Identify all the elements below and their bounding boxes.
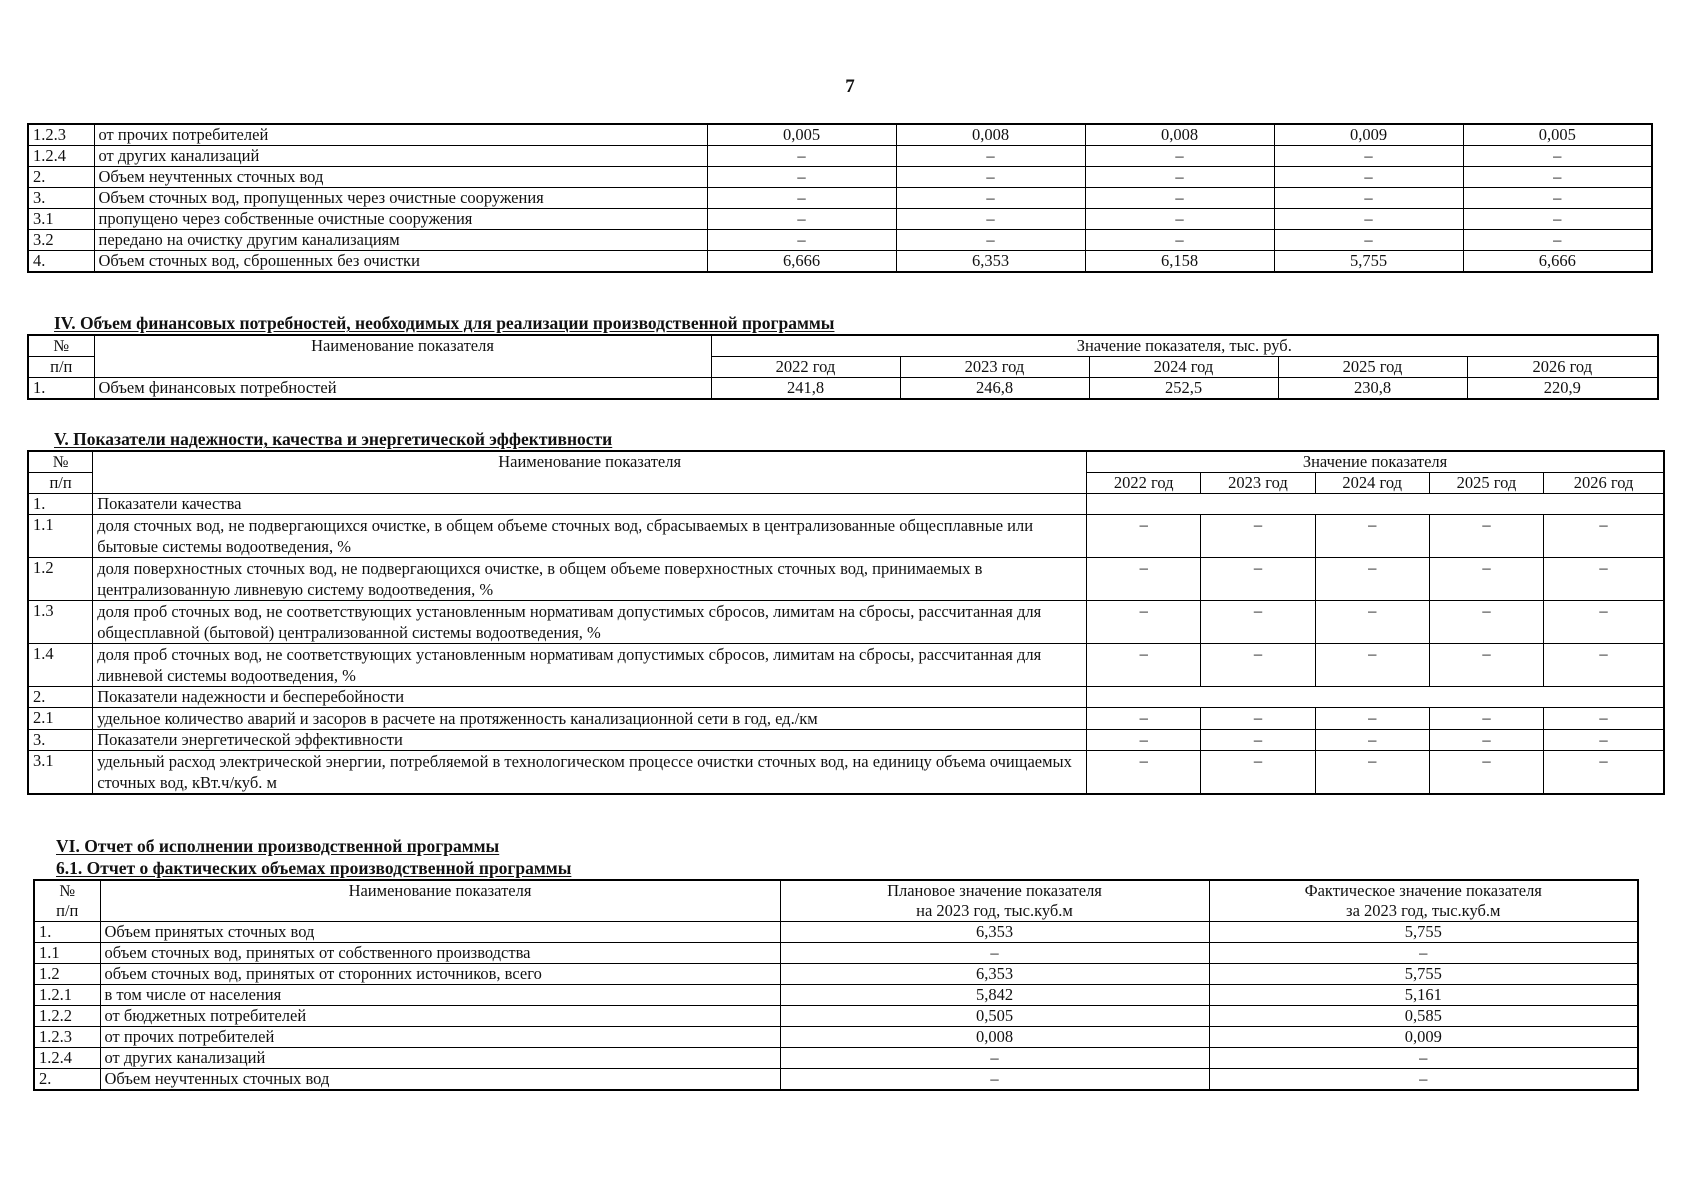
- value-cell: 6,666: [707, 251, 896, 273]
- plan-value: 0,008: [780, 1027, 1209, 1048]
- section-6-title: VI. Отчет об исполнении производственной программы: [56, 836, 500, 856]
- value-cell: –: [707, 230, 896, 251]
- value-cell: –: [707, 146, 896, 167]
- value-cell: –: [1315, 708, 1429, 730]
- year-header: 2025 год: [1278, 357, 1467, 378]
- value-cell: –: [1201, 730, 1315, 751]
- row-label: удельный расход электрической энергии, потребляемой в технологическом процессе очистки сточных вод, на единицу объема очищаемых сточных вод, кВт.ч/куб. м: [93, 751, 1087, 795]
- table-row: [28, 730, 1664, 751]
- fact-value: 5,755: [1209, 922, 1638, 943]
- value-cell: 0,009: [1274, 124, 1463, 146]
- row-number: 3.2: [28, 230, 94, 251]
- value-cell: –: [896, 230, 1085, 251]
- value-cell: 6,353: [896, 251, 1085, 273]
- plan-value: 6,353: [780, 922, 1209, 943]
- value-cell: –: [1429, 601, 1543, 644]
- value-cell: –: [1315, 730, 1429, 751]
- table-row: [34, 1027, 1638, 1048]
- row-number: 2.: [28, 167, 94, 188]
- empty-value-cell: [1087, 494, 1664, 515]
- value-cell: 6,666: [1463, 251, 1652, 273]
- table-row: [28, 558, 1664, 601]
- header-name: Наименование показателя: [100, 880, 780, 922]
- table-row: [34, 1069, 1638, 1091]
- value-cell: –: [707, 188, 896, 209]
- row-number: 1.: [34, 922, 100, 943]
- plan-value: 5,842: [780, 985, 1209, 1006]
- header-num: №: [28, 335, 94, 357]
- value-cell: 0,005: [707, 124, 896, 146]
- value-cell: 5,755: [1274, 251, 1463, 273]
- value-cell: –: [896, 209, 1085, 230]
- header-value: Значение показателя: [1087, 451, 1664, 473]
- value-cell: 0,005: [1463, 124, 1652, 146]
- row-label: передано на очистку другим канализациям: [94, 230, 707, 251]
- year-header: 2023 год: [900, 357, 1089, 378]
- header-num-2: п/п: [28, 473, 93, 494]
- row-number: 1.2.4: [28, 146, 94, 167]
- value-cell: –: [1544, 751, 1664, 795]
- row-number: 1.3: [28, 601, 93, 644]
- table-row: [34, 985, 1638, 1006]
- row-number: 1.: [28, 494, 93, 515]
- row-label: Показатели качества: [93, 494, 1087, 515]
- row-number: 3.1: [28, 751, 93, 795]
- row-number: 1.2.1: [34, 985, 100, 1006]
- section-6-1-subtitle: 6.1. Отчет о фактических объемах производственной программы: [56, 858, 572, 878]
- row-label: Объем сточных вод, сброшенных без очистки: [94, 251, 707, 273]
- row-label: от прочих потребителей: [100, 1027, 780, 1048]
- value-cell: –: [1087, 558, 1201, 601]
- table-row: [28, 687, 1664, 708]
- row-label: пропущено через собственные очистные сооружения: [94, 209, 707, 230]
- row-label: от других канализаций: [100, 1048, 780, 1069]
- row-number: 2.: [28, 687, 93, 708]
- fact-value: 5,755: [1209, 964, 1638, 985]
- section-4-title: IV. Объем финансовых потребностей, необходимых для реализации производственной программы: [54, 313, 835, 333]
- value-cell: –: [1201, 601, 1315, 644]
- value-cell: –: [1274, 146, 1463, 167]
- value-cell: –: [1087, 708, 1201, 730]
- value-cell: –: [1087, 751, 1201, 795]
- value-cell: –: [1429, 515, 1543, 558]
- row-label: доля проб сточных вод, не соответствующих установленным нормативам допустимых сбросов, лимитам на сбросы, рассчитанная для общесплавной (бытовой) централизованной системы водоотведения, %: [93, 601, 1087, 644]
- plan-value: 0,505: [780, 1006, 1209, 1027]
- row-number: 1.2.3: [34, 1027, 100, 1048]
- row-number: 1.1: [34, 943, 100, 964]
- row-number: 4.: [28, 251, 94, 273]
- row-label: от бюджетных потребителей: [100, 1006, 780, 1027]
- plan-value: –: [780, 1048, 1209, 1069]
- table-row: [28, 601, 1664, 644]
- value-cell: –: [1463, 209, 1652, 230]
- row-label: Объем неучтенных сточных вод: [94, 167, 707, 188]
- value-cell: –: [1201, 558, 1315, 601]
- table-row: [34, 922, 1638, 943]
- header-name: Наименование показателя: [93, 451, 1087, 494]
- value-cell: –: [896, 146, 1085, 167]
- table-row: [28, 378, 1658, 400]
- value-cell: 230,8: [1278, 378, 1467, 400]
- value-cell: –: [1087, 730, 1201, 751]
- year-header: 2022 год: [711, 357, 900, 378]
- value-cell: –: [1315, 558, 1429, 601]
- value-cell: –: [707, 209, 896, 230]
- table-row: [28, 515, 1664, 558]
- value-cell: –: [1087, 644, 1201, 687]
- value-cell: –: [1315, 515, 1429, 558]
- year-header: 2024 год: [1089, 357, 1278, 378]
- year-header: 2026 год: [1467, 357, 1658, 378]
- row-number: 1.2.4: [34, 1048, 100, 1069]
- value-cell: –: [1201, 515, 1315, 558]
- value-cell: –: [1085, 146, 1274, 167]
- table-actual-volumes: [33, 879, 1639, 1091]
- table-row: [34, 964, 1638, 985]
- year-header: 2025 год: [1429, 473, 1543, 494]
- fact-value: –: [1209, 943, 1638, 964]
- value-cell: 252,5: [1089, 378, 1278, 400]
- value-cell: –: [1429, 730, 1543, 751]
- fact-value: 5,161: [1209, 985, 1638, 1006]
- row-label: от других канализаций: [94, 146, 707, 167]
- row-label: Показатели надежности и бесперебойности: [93, 687, 1087, 708]
- year-header: 2022 год: [1087, 473, 1201, 494]
- value-cell: –: [1274, 230, 1463, 251]
- row-label: Показатели энергетической эффективности: [93, 730, 1087, 751]
- value-cell: –: [1315, 644, 1429, 687]
- table-row: [34, 1006, 1638, 1027]
- fact-value: 0,009: [1209, 1027, 1638, 1048]
- value-cell: –: [1544, 644, 1664, 687]
- value-cell: –: [1201, 708, 1315, 730]
- value-cell: 0,008: [896, 124, 1085, 146]
- value-cell: –: [1274, 167, 1463, 188]
- value-cell: –: [1085, 188, 1274, 209]
- table-row: [34, 943, 1638, 964]
- value-cell: –: [1085, 230, 1274, 251]
- fact-value: 0,585: [1209, 1006, 1638, 1027]
- table-row: [28, 167, 1652, 188]
- value-cell: –: [896, 188, 1085, 209]
- value-cell: 0,008: [1085, 124, 1274, 146]
- header-num-2: п/п: [28, 357, 94, 378]
- row-number: 3.: [28, 730, 93, 751]
- value-cell: –: [1429, 558, 1543, 601]
- plan-value: –: [780, 943, 1209, 964]
- row-label: Объем финансовых потребностей: [94, 378, 711, 400]
- table-row: [28, 146, 1652, 167]
- value-cell: –: [1429, 644, 1543, 687]
- table-row: [28, 708, 1664, 730]
- row-label: удельное количество аварий и засоров в расчете на протяженность канализационной сети в год, ед./км: [93, 708, 1087, 730]
- table-financial-needs: [27, 334, 1659, 400]
- value-cell: 6,158: [1085, 251, 1274, 273]
- row-label: Объем принятых сточных вод: [100, 922, 780, 943]
- value-cell: 246,8: [900, 378, 1089, 400]
- year-header: 2024 год: [1315, 473, 1429, 494]
- year-header: 2023 год: [1201, 473, 1315, 494]
- table-volumes-continued: [27, 123, 1653, 273]
- plan-value: 6,353: [780, 964, 1209, 985]
- value-cell: –: [1201, 751, 1315, 795]
- value-cell: –: [1463, 188, 1652, 209]
- year-header: 2026 год: [1544, 473, 1664, 494]
- row-number: 1.2.3: [28, 124, 94, 146]
- empty-value-cell: [1087, 687, 1664, 708]
- value-cell: –: [1315, 601, 1429, 644]
- row-number: 1.: [28, 378, 94, 400]
- row-label: объем сточных вод, принятых от собственного производства: [100, 943, 780, 964]
- row-label: Объем сточных вод, пропущенных через очистные сооружения: [94, 188, 707, 209]
- header-name: Наименование показателя: [94, 335, 711, 378]
- header-num-2: п/п: [34, 901, 100, 922]
- value-cell: –: [1087, 515, 1201, 558]
- table-row: [28, 124, 1652, 146]
- row-label: доля поверхностных сточных вод, не подвергающихся очистке, в общем объеме поверхностных сточных вод, принимаемых в централизованную ливневую систему водоотведения, %: [93, 558, 1087, 601]
- value-cell: –: [1429, 708, 1543, 730]
- header-fact-2: за 2023 год, тыс.куб.м: [1209, 901, 1638, 922]
- value-cell: –: [707, 167, 896, 188]
- row-number: 1.2.2: [34, 1006, 100, 1027]
- row-label: доля сточных вод, не подвергающихся очистке, в общем объеме сточных вод, сбрасываемых в централизованные общесплавные или бытовые системы водоотведения, %: [93, 515, 1087, 558]
- row-number: 3.1: [28, 209, 94, 230]
- value-cell: –: [1463, 230, 1652, 251]
- row-label: Объем неучтенных сточных вод: [100, 1069, 780, 1091]
- table-reliability-indicators: [27, 450, 1665, 795]
- row-label: доля проб сточных вод, не соответствующих установленным нормативам допустимых сбросов, лимитам на сбросы, рассчитанная для ливневой системы водоотведения, %: [93, 644, 1087, 687]
- section-5-title: V. Показатели надежности, качества и энергетической эффективности: [54, 429, 613, 449]
- header-plan: Плановое значение показателя: [780, 880, 1209, 901]
- row-number: 1.1: [28, 515, 93, 558]
- table-row: [28, 251, 1652, 273]
- table-row: [28, 230, 1652, 251]
- row-number: 1.2: [28, 558, 93, 601]
- header-fact: Фактическое значение показателя: [1209, 880, 1638, 901]
- header-num: №: [34, 880, 100, 901]
- value-cell: –: [1463, 167, 1652, 188]
- value-cell: –: [1201, 644, 1315, 687]
- header-num: №: [28, 451, 93, 473]
- table-row: [34, 1048, 1638, 1069]
- value-cell: –: [1085, 209, 1274, 230]
- value-cell: –: [1544, 730, 1664, 751]
- row-label: объем сточных вод, принятых от сторонних источников, всего: [100, 964, 780, 985]
- table-row: [28, 209, 1652, 230]
- row-label: от прочих потребителей: [94, 124, 707, 146]
- value-cell: –: [1463, 146, 1652, 167]
- row-number: 2.: [34, 1069, 100, 1091]
- value-cell: –: [1274, 209, 1463, 230]
- table-row: [28, 644, 1664, 687]
- value-cell: –: [1544, 708, 1664, 730]
- value-cell: 220,9: [1467, 378, 1658, 400]
- fact-value: –: [1209, 1048, 1638, 1069]
- value-cell: –: [1274, 188, 1463, 209]
- row-number: 3.: [28, 188, 94, 209]
- header-plan-2: на 2023 год, тыс.куб.м: [780, 901, 1209, 922]
- table-row: [28, 494, 1664, 515]
- table-row: [28, 188, 1652, 209]
- header-value: Значение показателя, тыс. руб.: [711, 335, 1658, 357]
- value-cell: –: [1544, 558, 1664, 601]
- value-cell: –: [896, 167, 1085, 188]
- row-number: 1.2: [34, 964, 100, 985]
- value-cell: 241,8: [711, 378, 900, 400]
- row-label: в том числе от населения: [100, 985, 780, 1006]
- plan-value: –: [780, 1069, 1209, 1091]
- value-cell: –: [1087, 601, 1201, 644]
- value-cell: –: [1544, 601, 1664, 644]
- fact-value: –: [1209, 1069, 1638, 1091]
- row-number: 1.4: [28, 644, 93, 687]
- value-cell: –: [1429, 751, 1543, 795]
- table-row: [28, 751, 1664, 795]
- row-number: 2.1: [28, 708, 93, 730]
- value-cell: –: [1315, 751, 1429, 795]
- value-cell: –: [1544, 515, 1664, 558]
- page-number: 7: [845, 76, 855, 97]
- value-cell: –: [1085, 167, 1274, 188]
